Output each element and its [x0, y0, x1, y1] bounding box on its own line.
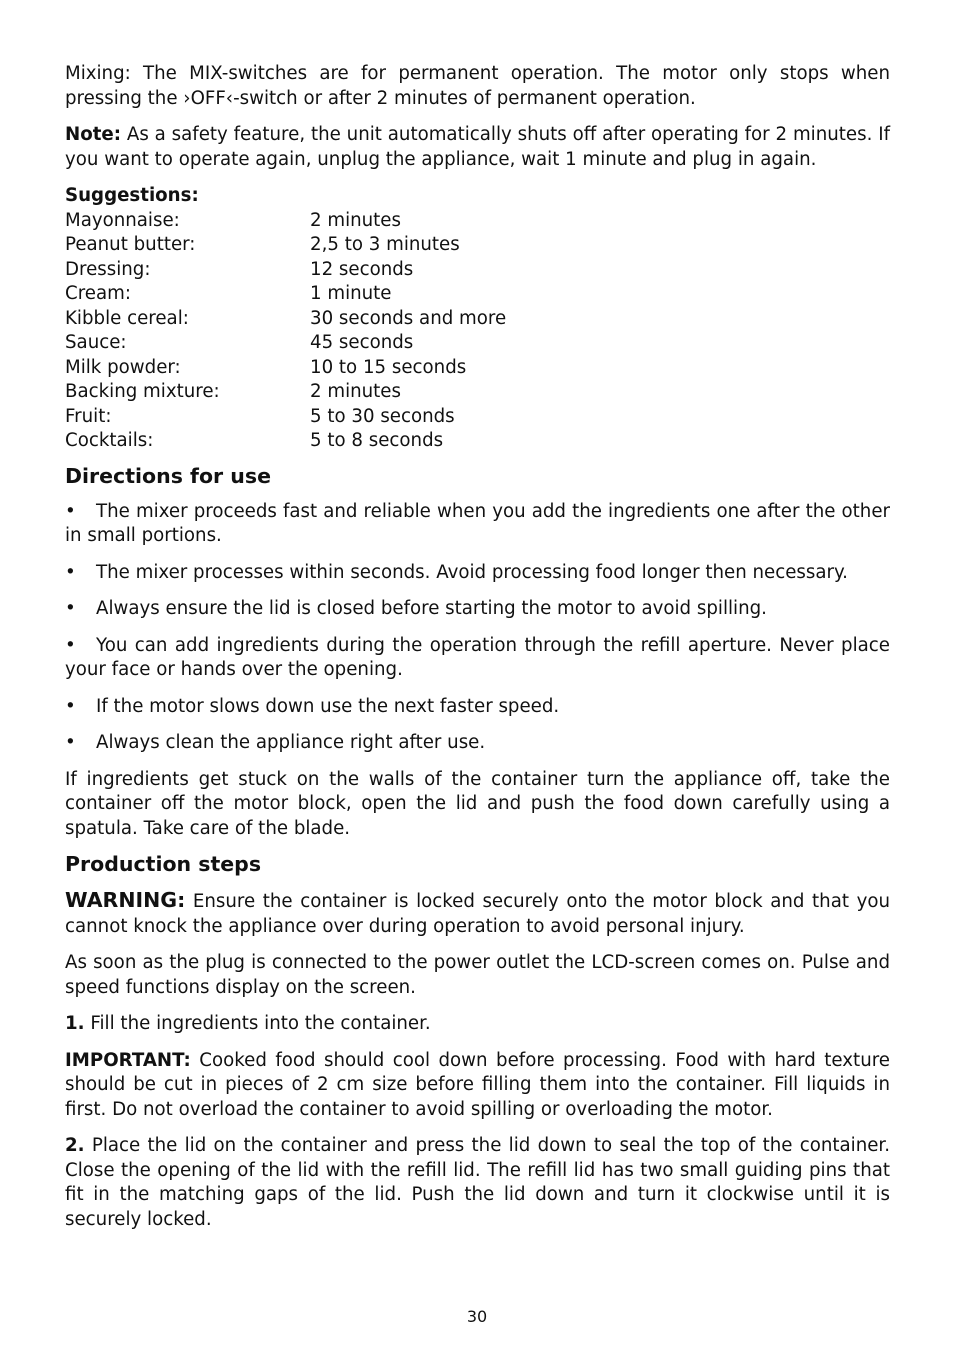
- suggestion-time: 45 seconds: [310, 332, 414, 353]
- suggestion-time: 2 minutes: [310, 381, 401, 402]
- suggestion-row: [65, 209, 890, 234]
- suggestion-food: Cocktails:: [65, 430, 154, 451]
- bullet-dot: •: [65, 732, 76, 753]
- page-number: 30: [466, 1307, 488, 1326]
- bullet-dot: •: [65, 500, 76, 522]
- suggestion-row: [65, 307, 890, 332]
- manual-page-content: [65, 62, 890, 1232]
- directions-bullet: [65, 695, 890, 720]
- important-label: IMPORTANT:: [65, 1049, 191, 1071]
- directions-bullet: [65, 597, 890, 622]
- suggestion-row: [65, 282, 890, 307]
- step-2: [65, 1134, 890, 1232]
- bullet-dot: •: [65, 598, 76, 619]
- bullet-text: If the motor slows down use the next faster speed.: [96, 695, 560, 717]
- suggestion-time: 2 minutes: [310, 209, 401, 231]
- suggestion-food: Dressing:: [65, 258, 151, 280]
- suggestion-food: Kibble cereal:: [65, 307, 189, 329]
- step-1-text: Fill the ingredients into the container.: [84, 1013, 431, 1034]
- step-2-text: Place the lid on the container and press the lid down to seal the top of the container. Close the opening of the lid with the refill lid. The refill lid has two small guiding pins that fit in the matching gaps of the lid. Push the lid down and turn it clockwise until it is securely locked.: [65, 1135, 890, 1230]
- suggestion-row: [65, 405, 890, 430]
- suggestion-row: [65, 258, 890, 283]
- bullet-text: You can add ingredients during the operation through the refill aperture. Never place your face or hands over the opening.: [65, 634, 890, 680]
- step-1: [65, 1012, 890, 1037]
- suggestion-time: 30 seconds and more: [310, 307, 507, 329]
- suggestion-food: Milk powder:: [65, 356, 181, 378]
- suggestion-row: [65, 356, 890, 381]
- stuck-ingredients-paragraph: If ingredients get stuck on the walls of the container turn the appliance off, take the container off the motor block, open the lid and push the food down carefully using a spatula. Take care of the blade.: [65, 768, 890, 839]
- directions-heading: Directions for use: [65, 463, 272, 488]
- warning-text: Ensure the container is locked securely onto the motor block and that you cannot knock the appliance over during operation to avoid personal injury.: [65, 891, 890, 937]
- directions-bullet: [65, 561, 890, 586]
- bullet-text: The mixer processes within seconds. Avoid processing food longer then necessary.: [96, 561, 848, 583]
- warning-label: WARNING:: [65, 888, 186, 912]
- lcd-paragraph: As soon as the plug is connected to the power outlet the LCD-screen comes on. Pulse and speed functions display on the screen.: [65, 952, 890, 998]
- suggestion-food: Mayonnaise:: [65, 209, 180, 231]
- suggestion-time: 2,5 to 3 minutes: [310, 234, 460, 255]
- production-heading: Production steps: [65, 852, 262, 876]
- bullet-dot: •: [65, 634, 76, 656]
- suggestions-title: Suggestions:: [65, 185, 199, 206]
- suggestion-food: Sauce:: [65, 332, 127, 353]
- suggestion-food: Fruit:: [65, 405, 112, 427]
- mixing-paragraph: Mixing: The MIX-switches are for permanent operation. The motor only stops when pressing the ›OFF‹-switch or after 2 minutes of permanent operation.: [65, 63, 890, 109]
- step-2-number: 2.: [65, 1135, 85, 1156]
- suggestion-time: 5 to 30 seconds: [310, 405, 455, 427]
- suggestion-time: 1 minute: [310, 283, 392, 304]
- suggestion-time: 12 seconds: [310, 258, 414, 280]
- directions-bullet: [65, 731, 890, 756]
- warning-paragraph: [65, 888, 890, 939]
- directions-bullet: [65, 634, 890, 683]
- directions-bullet: [65, 500, 890, 549]
- bullet-text: Always clean the appliance right after use.: [96, 732, 486, 753]
- suggestion-food: Peanut butter:: [65, 234, 196, 255]
- suggestion-food: Cream:: [65, 283, 131, 304]
- suggestion-food: Backing mixture:: [65, 381, 220, 402]
- bullet-dot: •: [65, 561, 76, 583]
- suggestion-row: [65, 380, 890, 405]
- important-paragraph: [65, 1049, 890, 1123]
- step-1-number: 1.: [65, 1013, 85, 1034]
- note-label: Note:: [65, 124, 122, 145]
- bullet-text: The mixer proceeds fast and reliable when you add the ingredients one after the other in small portions.: [65, 500, 890, 546]
- suggestion-row: [65, 331, 890, 356]
- suggestion-row: [65, 429, 890, 454]
- suggestion-row: [65, 233, 890, 258]
- note-text: As a safety feature, the unit automatically shuts off after operating for 2 minutes. If you want to operate again, unplug the appliance, wait 1 minute and plug in again.: [65, 124, 890, 170]
- suggestions-table: [65, 209, 890, 454]
- bullet-text: Always ensure the lid is closed before starting the motor to avoid spilling.: [96, 598, 767, 619]
- bullet-dot: •: [65, 695, 76, 717]
- note-paragraph: [65, 123, 890, 172]
- suggestion-time: 5 to 8 seconds: [310, 430, 444, 451]
- suggestion-time: 10 to 15 seconds: [310, 356, 467, 378]
- important-text: Cooked food should cool down before processing. Food with hard texture should be cut in pieces of 2 cm size before filling them into the container. Fill liquids in first. Do not overload the container to avoid spilling or overloading the motor.: [65, 1049, 890, 1120]
